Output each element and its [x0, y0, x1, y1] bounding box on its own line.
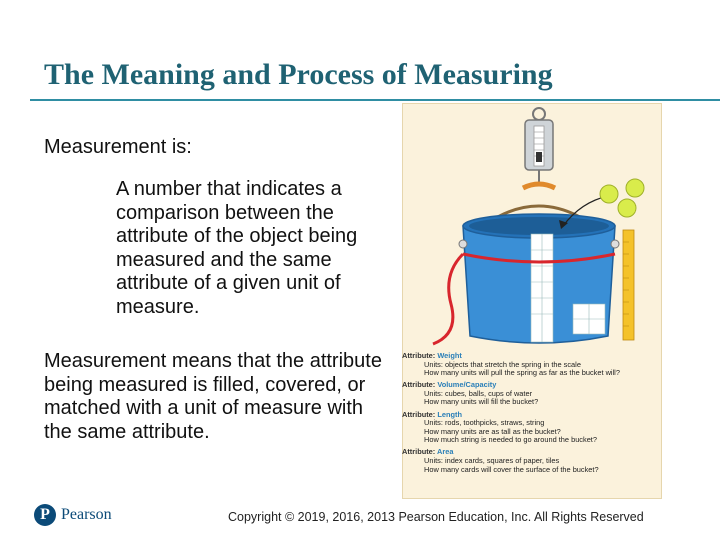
attribute-label: Attribute:: [402, 447, 436, 457]
ball: [618, 199, 636, 217]
attribute-line: How many units will fill the bucket?: [424, 397, 539, 407]
attribute-label: Attribute:: [402, 351, 436, 360]
body-text-2: A number that indicates a comparison between the attribute of the object being measured and the same attribute of a given unit of measure.: [116, 178, 358, 318]
attribute-area: [402, 448, 660, 474]
ruler: [623, 230, 634, 340]
attribute-line: How many cards will cover the surface of the bucket?: [424, 464, 599, 474]
scale-hook-ring: [533, 108, 545, 120]
attribute-name: Area: [437, 447, 454, 457]
attribute-line: How many units are as tall as the bucket?: [424, 426, 561, 436]
attribute-weight: [402, 352, 660, 378]
attribute-line: Units: rods, toothpicks, straws, string: [424, 418, 545, 428]
ball: [626, 179, 644, 197]
attribute-length: [402, 411, 660, 445]
attribute-line: How much string is needed to go around the bucket?: [424, 435, 597, 445]
pearson-logo-text: Pearson: [61, 506, 112, 523]
body-text-1: Measurement is:: [44, 136, 192, 158]
attribute-name: Length: [437, 409, 462, 419]
attribute-label: Attribute:: [402, 380, 436, 390]
copyright-notice: Copyright © 2019, 2016, 2013 Pearson Education, Inc. All Rights Reserved: [228, 510, 644, 524]
attribute-line: Units: index cards, squares of paper, tiles: [424, 456, 560, 466]
attribute-name: Weight: [437, 351, 462, 360]
attribute-name: Volume/Capacity: [437, 380, 497, 390]
attribute-line: Units: objects that stretch the spring in the scale: [424, 359, 581, 369]
ball: [600, 185, 618, 203]
pearson-logo: [34, 504, 112, 526]
attribute-line: How many units will pull the spring as far as the bucket will?: [424, 368, 620, 378]
body-text-3: Measurement means that the attribute being measured is filled, covered, or matched with a unit of measure with the same attribute.: [44, 350, 382, 443]
pearson-logo-icon: P: [34, 504, 56, 526]
title-divider: [30, 99, 720, 101]
attribute-line: Units: cubes, balls, cups of water: [424, 388, 533, 398]
attribute-list: [402, 352, 660, 478]
attribute-volume: [402, 381, 660, 407]
slide-title: The Meaning and Process of Measuring: [44, 58, 553, 91]
attribute-label: Attribute:: [402, 409, 436, 419]
